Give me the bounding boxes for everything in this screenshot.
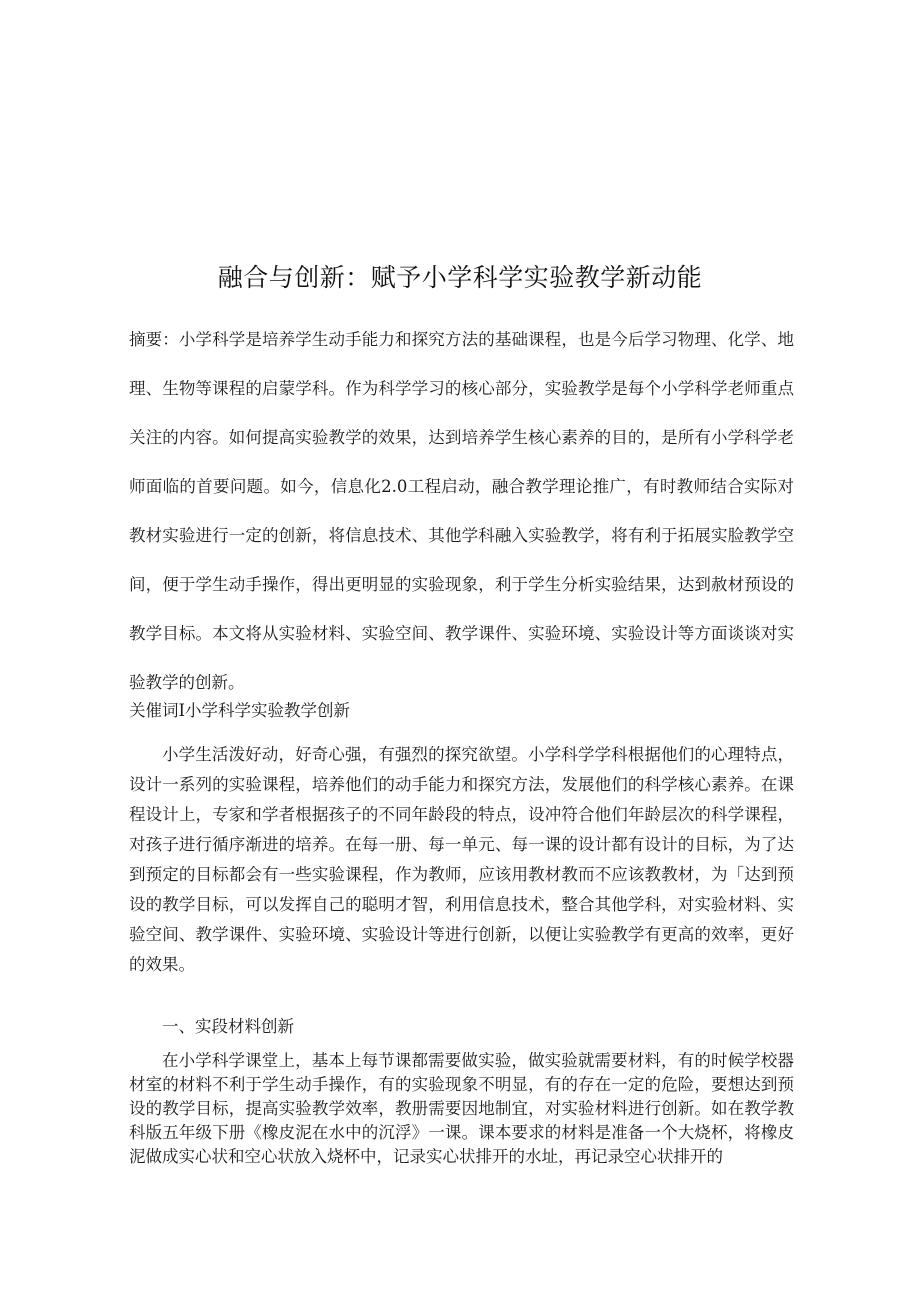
body-paragraph [129, 740, 794, 980]
intro-paragraph-text: 小学生活泼好动，好奇心强，有强烈的探究欲望。小学科学学科根据他们的心理特点，设计一系列的实验课程，培养他们的动手能力和探究方法，发展他们的科学核心素养。在课程设计上，专家和学者根据孩子的不同年龄段的特点，设冲符合他们年龄层次的科学课程，对孩子进行循序渐进的培养。在每一册、每一单元、每一课的设计都有设计的目标，为了达到预定的目标都会有一些实验课程，作为教师，应该用教材教而不应该教教材，为「达到预设的教学目标，可以发挥自己的聪明才智，利用信息技术，整合其他学科，对实验材料、实验空间、教学课件、实验环境、实验设计等进行创新，以便让实验教学有更高的效率，更好的效果。 [129, 745, 794, 974]
document-title: 融合与创新：赋予小学科学实验教学新动能 [217, 263, 703, 292]
section-heading-text: 一、实段材料创新 [162, 1017, 294, 1036]
keywords-line: 关催词I小学科学实验教学创新 [129, 701, 351, 720]
abstract-paragraph: 摘要：小学科学是培养学生动手能力和探究方法的基础课程，也是今后学习物理、化学、地理、生物等课程的启蒙学科。作为科学学习的核心部分，实验教学是每个小学科学老师重点关注的内容。如何提高实验教学的效果，达到培养学生核心素养的目的，是所有小学科学老师面临的首要问题。如今，信息化2.0工程启动，融合教学理论推广，有时教师结合实际对教材实验进行一定的创新，将信息技术、其他学科融入实验教学，将有利于拓展实脸教学空间，便于学生动手操作，得出更明显的实验现象，利于学生分析实验结果，达到赦材预设的教学目标。本文将从实验材料、实验空间、教学课件、实验环境、实验设计等方面谈谈对实验教学的创新。 [129, 330, 794, 692]
body-paragraph [129, 1049, 794, 1169]
section-heading [129, 1013, 794, 1041]
materials-paragraph-text: 在小学科学课堂上，基本上每节课都需要做实验，做实验就需要材料，有的时候学校器材室的材料不利于学生动手操作，有的实验现象不明显，有的存在一定的危险，要想达到预设的教学目标，提高实验教学效率，教册需要因地制宜，对实验材料进行创新。如在教学教科版五年级下册《橡皮泥在水中的沉浮》一课。课本要求的材料是准备一个大烧杯，将橡皮泥做成实心状和空心状放入烧杯中，记录实心状排开的水址，再记录空心状排开的 [129, 1051, 794, 1166]
